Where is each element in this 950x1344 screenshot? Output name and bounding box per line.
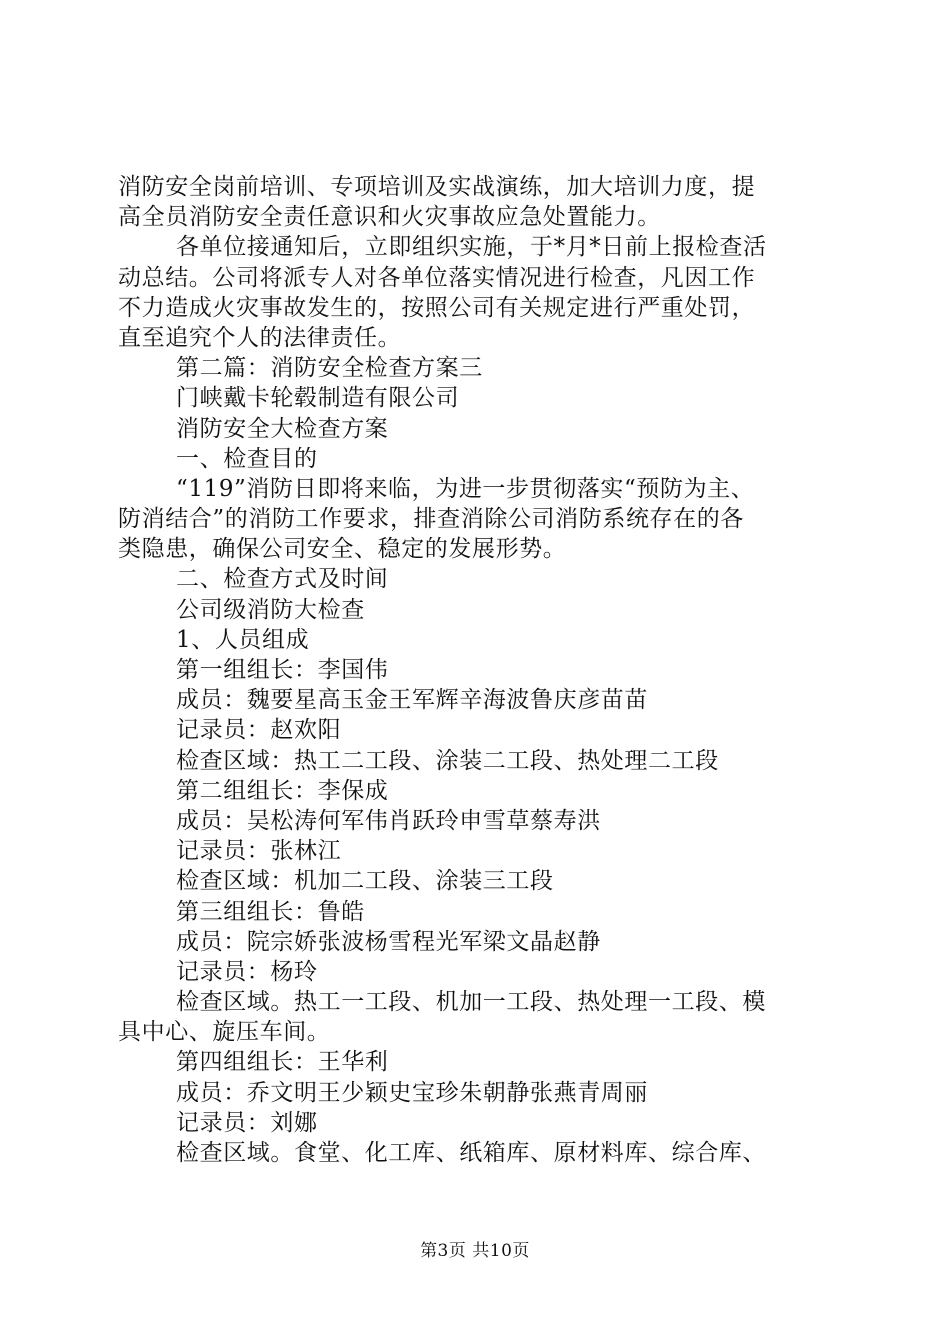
text-line: 消防安全岗前培训、专项培训及实战演练，加大培训力度，提 xyxy=(118,174,756,200)
text-line: 第二篇：消防安全检查方案三 xyxy=(176,355,483,382)
text-line: 动总结。公司将派专人对各单位落实情况进行检查，凡因工作 xyxy=(118,264,756,291)
text-line: 高全员消防安全责任意识和火灾事故应急处置能力。 xyxy=(118,204,661,231)
text-line: 检查区域：热工二工段、涂装二工段、热处理二工段 xyxy=(176,747,719,774)
text-line: 第四组组长：王华利 xyxy=(176,1049,389,1076)
text-line: 记录员：张林江 xyxy=(176,838,342,865)
text-line: 公司级消防大检查 xyxy=(176,596,365,623)
document-body xyxy=(118,172,834,1168)
text-line: 第三组组长：鲁皓 xyxy=(176,898,365,925)
text-line: 记录员：杨玲 xyxy=(176,958,318,985)
text-line: 1、人员组成 xyxy=(176,626,310,653)
text-line: 各单位接通知后，立即组织实施，于*月*日前上报检查活 xyxy=(176,234,767,261)
page-footer: 第3页 共10页 xyxy=(420,1241,530,1261)
text-line: 二、检查方式及时间 xyxy=(176,566,389,593)
text-line: 检查区域。食堂、化工库、纸箱库、原材料库、综合库、 xyxy=(176,1140,766,1166)
text-line: 具中心、旋压车间。 xyxy=(118,1019,331,1046)
text-line: 直至追究个人的法律责任。 xyxy=(118,324,402,351)
text-line: 不力造成火灾事故发生的，按照公司有关规定进行严重处罚， xyxy=(118,294,756,321)
text-line: 门峡戴卡轮毂制造有限公司 xyxy=(176,385,460,412)
text-line: 类隐患，确保公司安全、稳定的发展形势。 xyxy=(118,536,567,563)
text-line: 成员：魏要星高玉金王军辉辛海波鲁庆彦苗苗 xyxy=(176,687,648,714)
text-line: 消防安全大检查方案 xyxy=(176,415,389,442)
text-line: 一、检查目的 xyxy=(176,445,318,472)
text-line: 防消结合”的消防工作要求，排查消除公司消防系统存在的各 xyxy=(118,506,744,533)
text-line: 成员：吴松涛何军伟肖跃玲申雪草蔡寿洪 xyxy=(176,807,601,834)
text-line: 成员：乔文明王少颖史宝珍朱朝静张燕青周丽 xyxy=(176,1079,648,1106)
text-line: 检查区域：机加二工段、涂装三工段 xyxy=(176,868,554,895)
text-line: “119”消防日即将来临，为进一步贯彻落实“预防为主、 xyxy=(176,475,755,502)
text-line: 第一组组长：李国伟 xyxy=(176,657,389,683)
text-line: 记录员：赵欢阳 xyxy=(176,717,342,744)
text-line: 检查区域。热工一工段、机加一工段、热处理一工段、模 xyxy=(176,989,766,1016)
text-line: 第二组组长：李保成 xyxy=(176,777,389,804)
text-line: 记录员：刘娜 xyxy=(176,1109,318,1136)
text-line: 成员：院宗娇张波杨雪程光军梁文晶赵静 xyxy=(176,928,601,955)
